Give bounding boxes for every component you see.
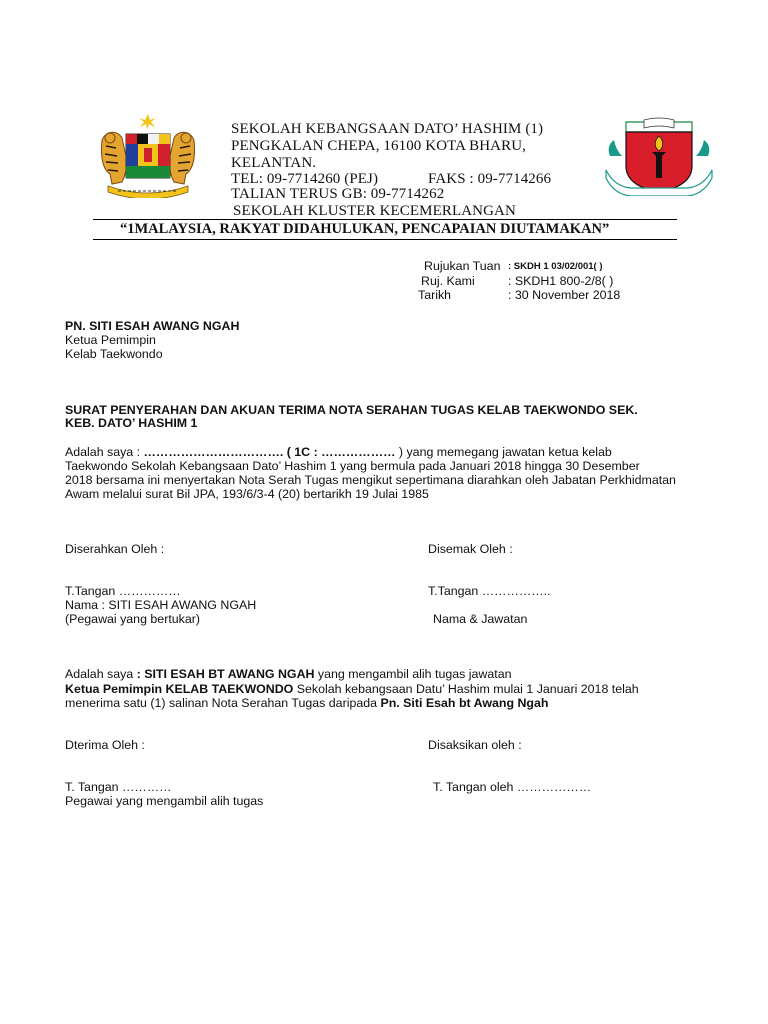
para2-prefix: Adalah saya (65, 667, 137, 681)
ttangan-left-2: T. Tangan ………… (65, 780, 172, 794)
para1-blank: ……………………………. ( 1C : ……………… (143, 445, 399, 459)
para2-name: : SITI ESAH BT AWANG NGAH (136, 667, 315, 681)
recipient-title: Ketua Pemimpin (65, 333, 156, 347)
ttangan-right-1: T.Tangan …………….. (428, 584, 551, 598)
tarikh-label: Tarikh (418, 288, 452, 302)
para1-suffix: ) yang memegang jawatan ketua kelab (398, 445, 612, 459)
diserahkan-label: Diserahkan Oleh : (65, 542, 165, 556)
school-name: SEKOLAH KEBANGSAAN DATO’ HASHIM (1) (231, 121, 544, 137)
para1-line-3: 2018 bersama ini menyertakan Nota Serah Tugas mengikut sepertimana diarahkan oleh Jabatan Perkhidmatan (65, 473, 676, 487)
tarikh-value: : 30 November 2018 (508, 288, 621, 302)
recipient-name: PN. SITI ESAH AWANG NGAH (65, 319, 240, 333)
motto: “1MALAYSIA, RAKYAT DIDAHULUKAN, PENCAPAIAN DIUTAMAKAN” (120, 221, 610, 237)
kluster-title: SEKOLAH KLUSTER KECEMERLANGAN (233, 203, 516, 219)
para2-line-1 (65, 667, 511, 681)
rujukan-tuan-value: : SKDH 1 03/02/001( ) (508, 261, 603, 272)
pegawai-bertukar: (Pegawai yang bertukar) (65, 612, 200, 626)
tel-number: TEL: 09-7714260 (PEJ) (231, 171, 379, 187)
nama-line: Nama : SITI ESAH AWANG NGAH (65, 598, 257, 612)
para2-line-3-rest: menerima satu (1) salinan Nota Serahan Tugas daripada (65, 696, 381, 710)
para1-line-1 (65, 445, 612, 459)
nama-jawatan-label: Nama & Jawatan (433, 612, 528, 626)
para2-line-2-rest: Sekolah kebangsaan Datu’ Hashim mulai 1 Januari 2018 telah (293, 682, 639, 696)
rujukan-tuan-label: Rujukan Tuan (424, 259, 501, 273)
header-divider-top (93, 219, 677, 220)
malaysia-coat-of-arms-icon (92, 112, 204, 198)
para1-line-4: Awam melalui surat Bil JPA, 193/6/3-4 (20) bertarikh 19 Julai 1985 (65, 487, 429, 501)
recipient-club: Kelab Taekwondo (65, 347, 163, 361)
para1-line-2: Taekwondo Sekolah Kebangsaan Dato’ Hashim 1 yang bermula pada Januari 2018 hingga 30 Desember (65, 459, 640, 473)
para2-line-3 (65, 696, 548, 710)
address-line-1: PENGKALAN CHEPA, 16100 KOTA BHARU, (231, 138, 526, 154)
disaksikan-label: Disaksikan oleh : (428, 738, 522, 752)
subject-line-2: KEB. DATO’ HASHIM 1 (65, 416, 198, 430)
subject-line-1: SURAT PENYERAHAN DAN AKUAN TERIMA NOTA SERAHAN TUGAS KELAB TAEKWONDO SEK. (65, 403, 638, 417)
para2-jawatan: Ketua Pemimpin KELAB TAEKWONDO (65, 682, 294, 696)
school-crest-icon (600, 116, 718, 196)
para2-from-name: Pn. Siti Esah bt Awang Ngah (380, 696, 549, 710)
para2-suffix: yang mengambil alih tugas jawatan (314, 667, 512, 681)
para2-line-2 (65, 682, 639, 696)
dterima-label: Dterima Oleh : (65, 738, 145, 752)
talian-clip (228, 186, 488, 199)
header-divider-bottom (93, 239, 677, 240)
disemak-label: Disemak Oleh : (428, 542, 513, 556)
fax-number: FAKS : 09-7714266 (428, 171, 552, 187)
ttangan-left-1: T.Tangan …………… (65, 584, 181, 598)
ruj-kami-label: Ruj. Kami (421, 274, 475, 288)
talian-terus: TALIAN TERUS GB: 09-7714262 (231, 186, 445, 199)
ttangan-right-2: T. Tangan oleh ……………… (433, 780, 592, 794)
para1-prefix: Adalah saya : (65, 445, 144, 459)
pegawai-ambil-alih: Pegawai yang mengambil alih tugas (65, 794, 264, 808)
ruj-kami-value: : SKDH1 800-2/8( ) (508, 274, 614, 288)
address-line-2: KELANTAN. (231, 155, 317, 171)
